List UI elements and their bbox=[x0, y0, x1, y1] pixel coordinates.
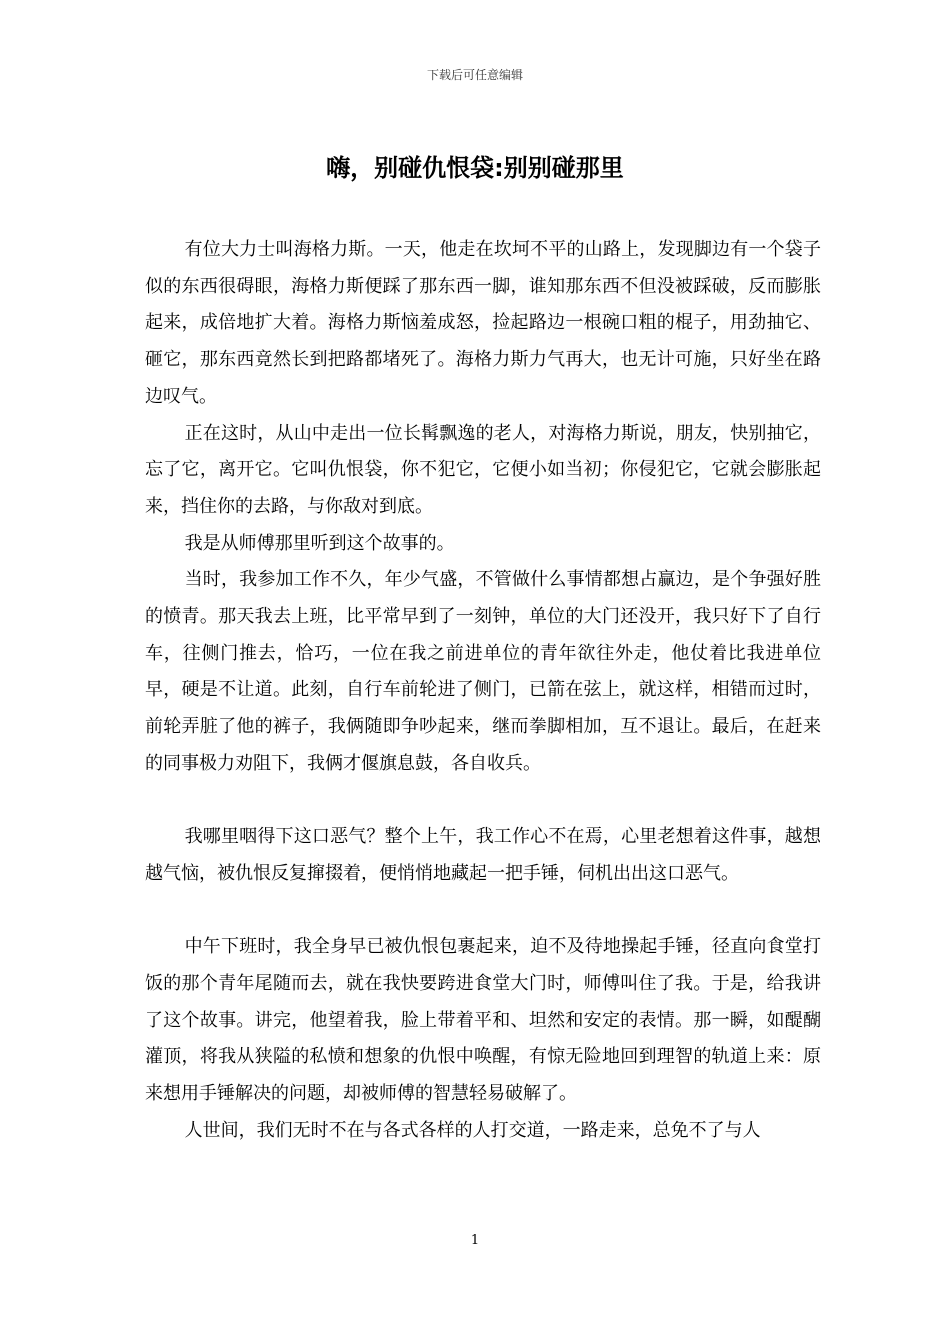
page-number: 1 bbox=[470, 1233, 480, 1248]
document-body bbox=[145, 232, 821, 1150]
paragraph-6: 中午下班时，我全身早已被仇恨包裹起来，迫不及待地操起手锤，径直向食堂打饭的那个青年尾随而去，就在我快要跨进食堂大门时，师傅叫住了我。于是，给我讲了这个故事。讲完，他望着我，脸上带着平和、坦然和安定的表情。那一瞬，如醍醐灌顶，将我从狭隘的私愤和想象的仇恨中唤醒，有惊无险地回到理智的轨道上来：原来想用手锤解决的问题，却被师傅的智慧轻易破解了。 bbox=[145, 936, 821, 1105]
paragraph-2: 正在这时，从山中走出一位长髯飘逸的老人，对海格力斯说，朋友，快别抽它，忘了它，离开它。它叫仇恨袋，你不犯它，它便小如当初；你侵犯它，它就会膨胀起来，挡住你的去路，与你敌对到底。 bbox=[145, 422, 821, 517]
paragraph-4: 当时，我参加工作不久，年少气盛，不管做什么事情都想占赢边，是个争强好胜的愤青。那天我去上班，比平常早到了一刻钟，单位的大门还没开，我只好下了自行车，往侧门推去，恰巧，一位在我之前进单位的青年欲往外走，他仗着比我进单位早，硬是不让道。此刻，自行车前轮进了侧门，已箭在弦上，就这样，相错而过时，前轮弄脏了他的裤子，我俩随即争吵起来，继而拳脚相加，互不退让。最后，在赶来的同事极力劝阻下，我俩才偃旗息鼓，各自收兵。 bbox=[145, 569, 821, 774]
document-title: 嗨，别碰仇恨袋:别别碰那里 bbox=[326, 154, 624, 182]
page-header-note: 下载后可任意编辑 bbox=[426, 68, 523, 82]
paragraph-5: 我哪里咽得下这口恶气？整个上午，我工作心不在焉，心里老想着这件事，越想越气恼，被仇恨反复撺掇着，便悄悄地藏起一把手锤，伺机出出这口恶气。 bbox=[145, 826, 821, 884]
paragraph-7: 人世间，我们无时不在与各式各样的人打交道，一路走来，总免不了与人 bbox=[184, 1119, 761, 1141]
paragraph-1: 有位大力士叫海格力斯。一天，他走在坎坷不平的山路上，发现脚边有一个袋子似的东西很碍眼，海格力斯便踩了那东西一脚，谁知那东西不但没被踩破，反而膨胀起来，成倍地扩大着。海格力斯恼羞成怒，捡起路边一根碗口粗的棍子，用劲抽它、砸它，那东西竟然长到把路都堵死了。海格力斯力气再大，也无计可施，只好坐在路边叹气。 bbox=[145, 239, 821, 407]
paragraph-3: 我是从师傅那里听到这个故事的。 bbox=[184, 532, 455, 554]
